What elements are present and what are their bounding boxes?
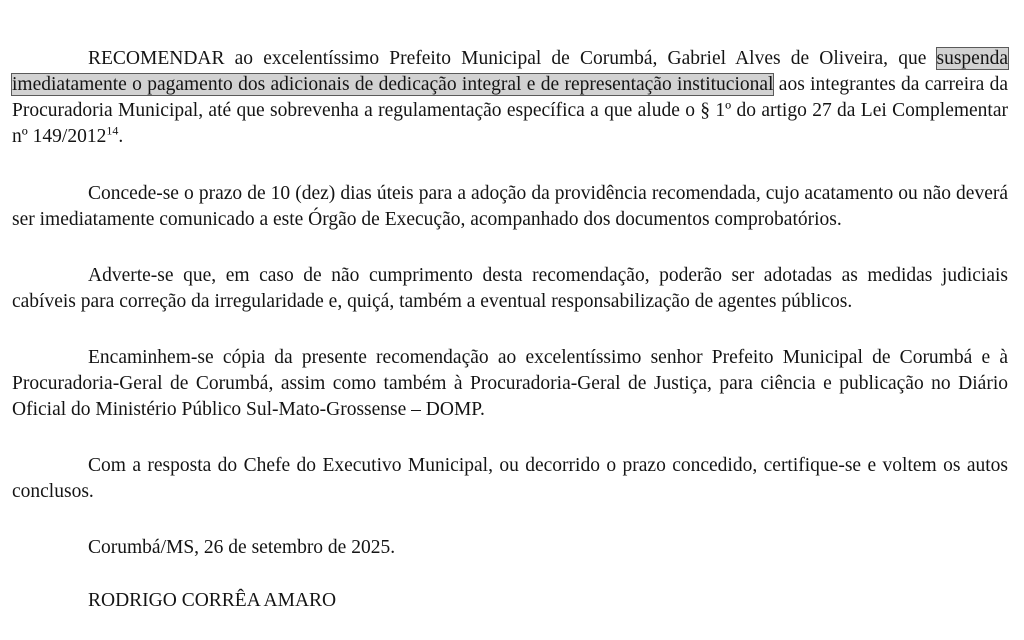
footnote-reference[interactable]: 14 [106, 123, 119, 138]
forwarding-paragraph: Encaminhem-se cópia da presente recomendação ao excelentíssimo senhor Prefeito Municipal de Corumbá e à Procuradoria-Geral de Corumbá, assim como também à Procuradoria-Geral de Justiça, para ciência e publicação no Diário Oficial do Ministério Público Sul-Mato-Grossense – DOMP. [12, 347, 1008, 420]
recommendation-text-start: RECOMENDAR ao excelentíssimo Prefeito Municipal de Corumbá, Gabriel Alves de Oliveira, que [88, 48, 937, 69]
recommendation-paragraph [12, 46, 1008, 150]
warning-paragraph: Adverte-se que, em caso de não cumprimento desta recomendação, poderão ser adotadas as medidas judiciais cabíveis para correção da irregularidade e, quiçá, também a eventual responsabilização de agentes públicos. [12, 265, 1008, 312]
signer-name: RODRIGO CORRÊA AMARO [88, 590, 337, 611]
recommendation-text-end: . [118, 126, 124, 147]
date-line: Corumbá/MS, 26 de setembro de 2025. [88, 537, 396, 558]
deadline-paragraph: Concede-se o prazo de 10 (dez) dias úteis para a adoção da providência recomendada, cujo acatamento ou não deverá ser imediatamente comunicado a este Órgão de Execução, acompanhado dos documentos comprobatórios. [12, 183, 1008, 230]
recommendation-text-rest: aos integrantes da carreira da Procuradoria Municipal, até que sobrevenha a regulamentação específica a que alude o § 1º do artigo 27 da Lei Complementar nº 149/2012 [12, 74, 1008, 147]
conclusion-paragraph: Com a resposta do Chefe do Executivo Municipal, ou decorrido o prazo concedido, certifique-se e voltem os autos conclusos. [12, 455, 1008, 502]
highlighted-text: suspenda imediatamente o pagamento dos adicionais de dedicação integral e de representação institucional [12, 48, 1008, 95]
